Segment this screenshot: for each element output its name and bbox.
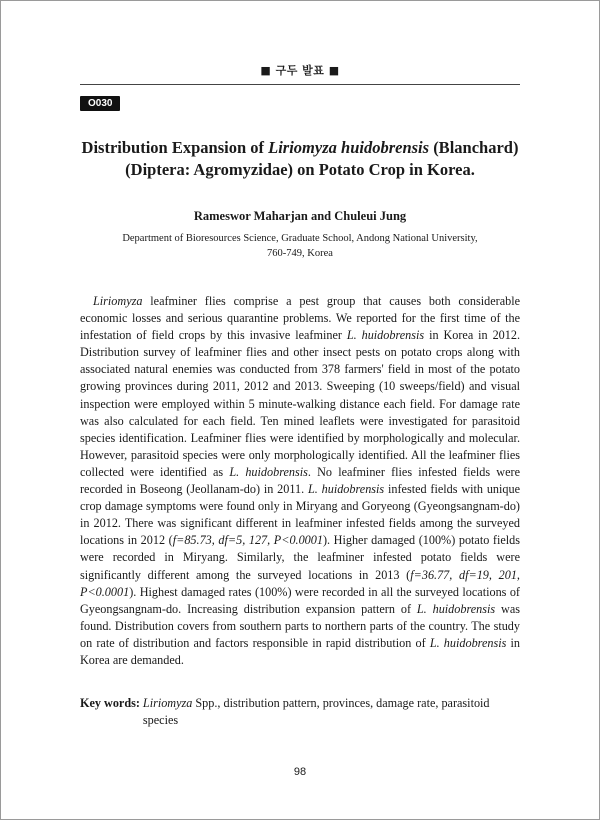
keywords-list bbox=[143, 695, 520, 729]
header-divider bbox=[80, 84, 520, 85]
abstract-italic-1: Liriomyza bbox=[93, 294, 143, 308]
section-header: ■ 구두 발표 ■ bbox=[260, 64, 340, 77]
title-part-2: (Blanchard) (Diptera: Agromyzidae) on Potato Crop in Korea. bbox=[125, 138, 519, 179]
abstract-stats-2013: f=36.77, df=19, 201, P<0.0001 bbox=[80, 567, 520, 599]
abstract-body bbox=[80, 293, 520, 669]
paper-authors: Rameswor Maharjan and Chuleui Jung bbox=[193, 209, 407, 223]
abstract-text-8: in Korea are demanded. bbox=[80, 635, 520, 667]
keywords bbox=[80, 695, 520, 729]
abstract-italic-7: L. huidobrensis bbox=[416, 601, 496, 616]
paper-affiliation bbox=[80, 232, 520, 261]
page-number: 98 bbox=[293, 766, 307, 778]
affiliation-line-1: Department of Bioresources Science, Graduate School, Andong National University, bbox=[122, 233, 478, 244]
abstract-text-3: . No leafminer flies infested fields were recorded in Boseong (Jeollanam-do) in 2011. bbox=[80, 464, 520, 497]
keywords-rest: Spp., distribution pattern, provinces, damage rate, parasitoid species bbox=[142, 696, 490, 728]
abstract-text-2: in Korea in 2012. Distribution survey of leafminer flies and other insect pests on potato crops along with associated natural enemies was conducted from 378 farmers' field in most of the potato growing provinces during 2011, 2012 and 2013. Sweeping (10 sweeps/field) and visual inspection were employed within 5 minute-walking distance each field. For damage rate was also calculated for each field. Ten mined leaflets were investigated for parasitoid species identification. Leafminer flies were identified by morphologically and molecular. However, parasitoid species were only morphologically identified. All the leafminer flies collected were identified as bbox=[80, 328, 521, 479]
abstract-text-6: ). Highest damaged rates (100%) were recorded in all the surveyed locations of Gyeongsangnam-do. Increasing distribution expansion pattern of bbox=[80, 584, 520, 616]
abstract-text-5: ). Higher damaged (100%) potato fields were recorded in Miryang. Similarly, the leafminer infested potato fields were significantly different among the surveyed locations in 2013 ( bbox=[80, 533, 521, 582]
abstract-text-4: infested fields with unique crop damage symptoms were found only in Miryang and Goryeong (Gyeongsangnam-do) in 2012. There was significant different in leafminer infested fields among the surveyed locations in 2012 ( bbox=[80, 482, 520, 548]
keywords-genus: Liriomyza bbox=[142, 696, 193, 710]
paper-title bbox=[80, 137, 520, 181]
abstract-italic-3: L. huidobrensis bbox=[229, 464, 308, 479]
abstract-text-7: was found. Distribution covers from southern parts to northern parts of the country. The study on rate of distribution and factors responsible in rapid distribution of bbox=[80, 601, 520, 650]
abstract-text-1: leafminer flies comprise a pest group that causes both considerable economic losses and serious quarantine problems. We reported for the first time of the infestation of field crops by this invasive leafminer bbox=[80, 294, 520, 343]
abstract-italic-2: L. huidobrensis bbox=[346, 328, 425, 343]
keywords-label: Key words: bbox=[80, 696, 140, 710]
abstract-stats-2012: f=85.73, df=5, 127, P<0.0001 bbox=[172, 533, 323, 548]
abstract-id-badge: O030 bbox=[80, 96, 120, 111]
abstract-italic-8: L. huidobrensis bbox=[429, 635, 507, 650]
abstract-italic-4: L. huidobrensis bbox=[307, 482, 385, 497]
title-part-1: Distribution Expansion of bbox=[81, 138, 269, 157]
title-species: Liriomyza huidobrensis bbox=[268, 138, 430, 157]
affiliation-line-2: 760-749, Korea bbox=[267, 247, 333, 259]
